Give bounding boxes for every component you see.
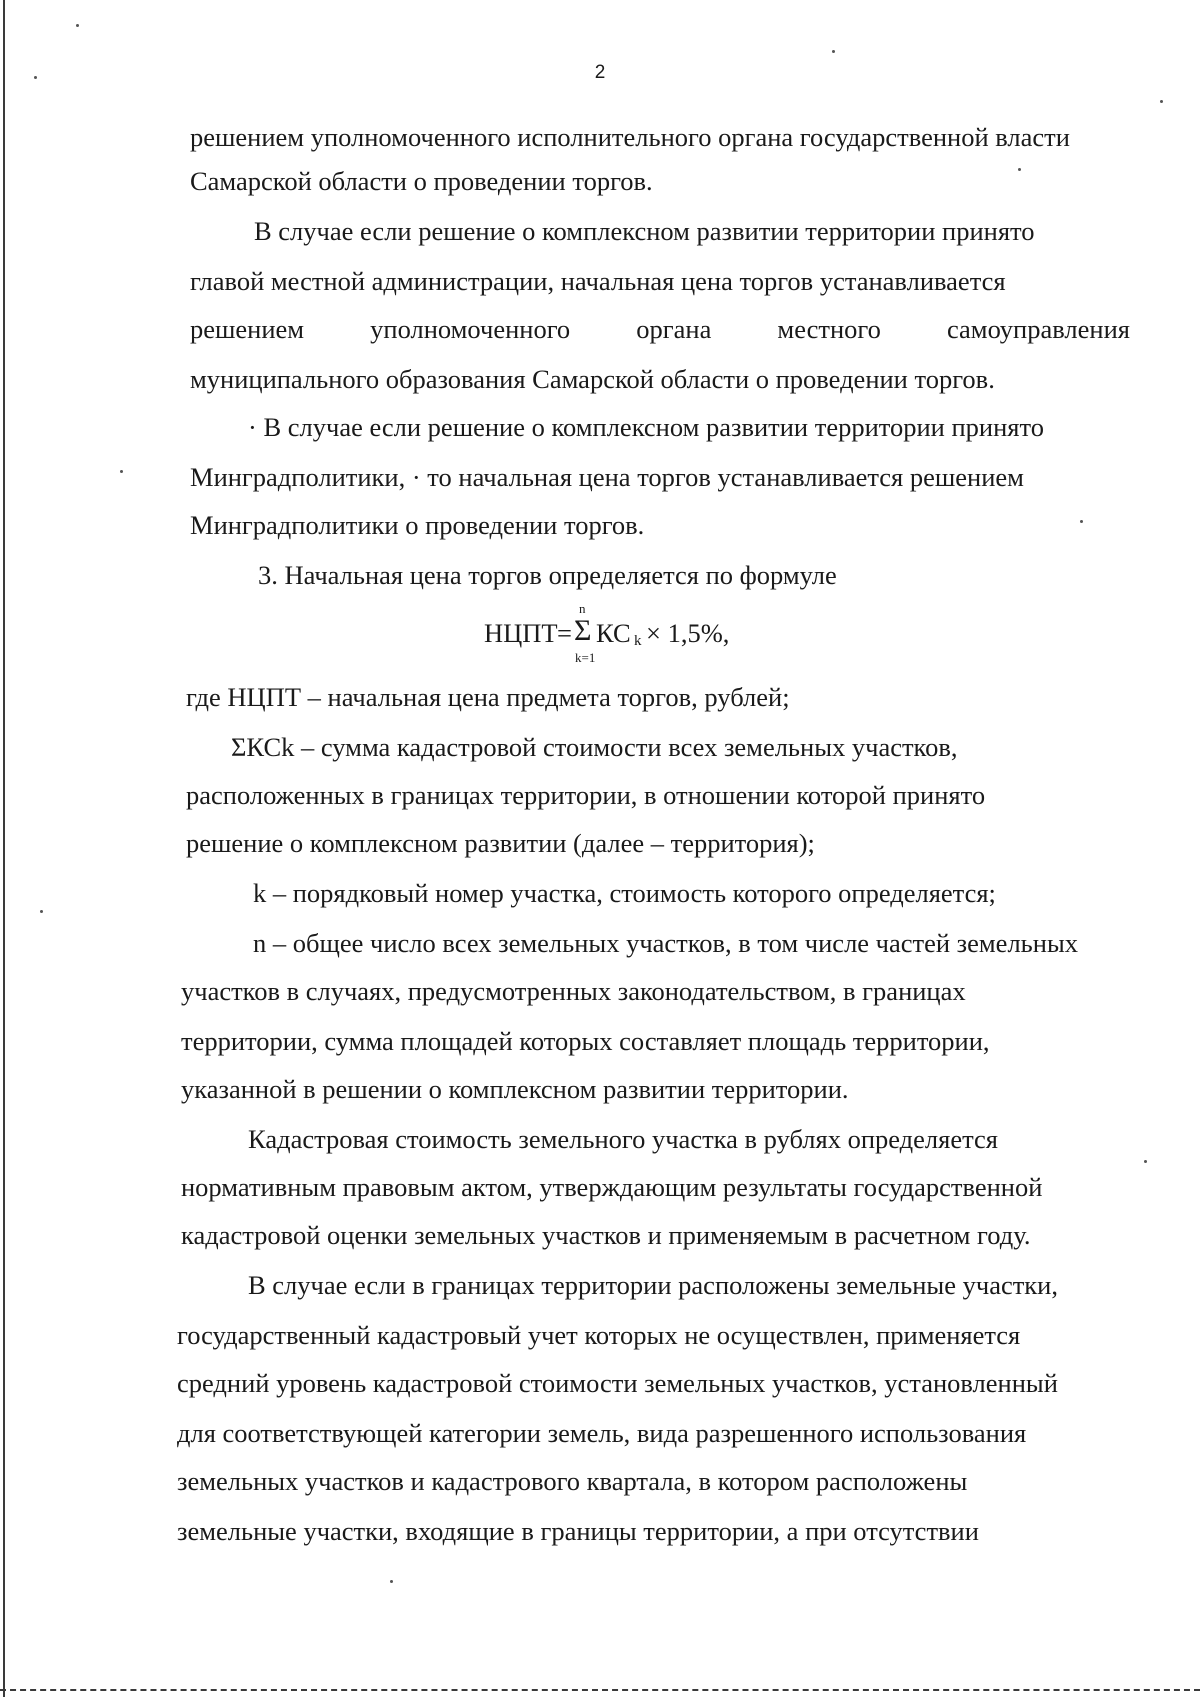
- text-line: [190, 314, 1130, 344]
- text-word: местного: [777, 314, 881, 344]
- text-line: В случае если решение о комплексном развитии территории принято: [254, 216, 1035, 246]
- text-line: средний уровень кадастровой стоимости земельных участков, установленный: [177, 1368, 1058, 1398]
- formula-term-subscript: k: [634, 633, 642, 649]
- text-line: расположенных в границах территории, в отношении которой принято: [186, 780, 986, 810]
- text-line: n – общее число всех земельных участков, в том числе частей земельных: [253, 928, 1078, 958]
- formula-multiplier: × 1,5%,: [646, 618, 730, 648]
- text-line: указанной в решении о комплексном развитии территории.: [181, 1074, 849, 1104]
- text-line: муниципального образования Самарской области о проведении торгов.: [190, 364, 995, 394]
- text-line: ΣКСk – сумма кадастровой стоимости всех земельных участков,: [231, 732, 958, 762]
- scan-speck: [34, 76, 37, 79]
- formula-lower-limit: k=1: [575, 650, 596, 665]
- scan-speck: [40, 910, 43, 913]
- price-formula: [484, 600, 820, 670]
- text-line: государственный кадастровый учет которых не осуществлен, применяется: [177, 1320, 1021, 1350]
- text-line: участков в случаях, предусмотренных законодательством, в границах: [181, 976, 966, 1006]
- text-line: решение о комплексном развитии (далее – территория);: [186, 828, 815, 858]
- page-number: 2: [594, 62, 606, 83]
- formula-upper-limit: n: [579, 601, 586, 616]
- text-line: земельных участков и кадастрового квартала, в котором расположены: [177, 1466, 968, 1496]
- scan-speck: [390, 1580, 393, 1583]
- text-line: для соответствующей категории земель, вида разрешенного использования: [177, 1418, 1027, 1448]
- text-word: самоуправления: [946, 314, 1130, 344]
- scan-speck: [1160, 100, 1163, 103]
- scan-speck: [1080, 520, 1083, 523]
- formula-lhs: НЦПТ: [484, 618, 558, 648]
- formula-equals: =: [557, 618, 572, 648]
- text-line: территории, сумма площадей которых составляет площадь территории,: [181, 1026, 990, 1056]
- text-line: главой местной администрации, начальная цена торгов устанавливается: [190, 266, 1006, 296]
- text-line: где НЦПТ – начальная цена предмета торгов, рублей;: [186, 682, 790, 712]
- scan-speck: [120, 470, 123, 473]
- text-line: Самарской области о проведении торгов.: [190, 166, 653, 196]
- text-word: органа: [636, 314, 712, 344]
- text-line: Минградполитики, · то начальная цена торгов устанавливается решением: [190, 462, 1024, 492]
- bottom-scan-edge: [0, 1689, 1200, 1691]
- text-line: решением уполномоченного исполнительного органа государственной власти: [190, 122, 1070, 152]
- text-line: 3. Начальная цена торгов определяется по формуле: [258, 560, 837, 590]
- text-line: В случае если в границах территории расположены земельные участки,: [248, 1270, 1058, 1300]
- scan-speck: [1144, 1160, 1147, 1163]
- text-line: Кадастровая стоимость земельного участка в рублях определяется: [248, 1124, 998, 1154]
- scan-speck: [1018, 168, 1021, 171]
- text-line: нормативным правовым актом, утверждающим результаты государственной: [181, 1172, 1043, 1202]
- text-line: Минградполитики о проведении торгов.: [190, 510, 645, 540]
- scan-speck: [76, 24, 79, 27]
- text-word: уполномоченного: [370, 314, 571, 344]
- formula-sum-symbol: Σ: [574, 614, 592, 647]
- text-line: · В случае если решение о комплексном развитии территории принято: [248, 412, 1044, 442]
- text-word: решением: [190, 314, 305, 344]
- text-line: земельные участки, входящие в границы территории, а при отсутствии: [177, 1516, 979, 1546]
- text-line: кадастровой оценки земельных участков и применяемым в расчетном году.: [181, 1220, 1031, 1250]
- text-line: k – порядковый номер участка, стоимость которого определяется;: [253, 878, 996, 908]
- scan-left-edge: [3, 0, 5, 1697]
- formula-term: КС: [596, 618, 631, 648]
- scan-speck: [832, 50, 835, 53]
